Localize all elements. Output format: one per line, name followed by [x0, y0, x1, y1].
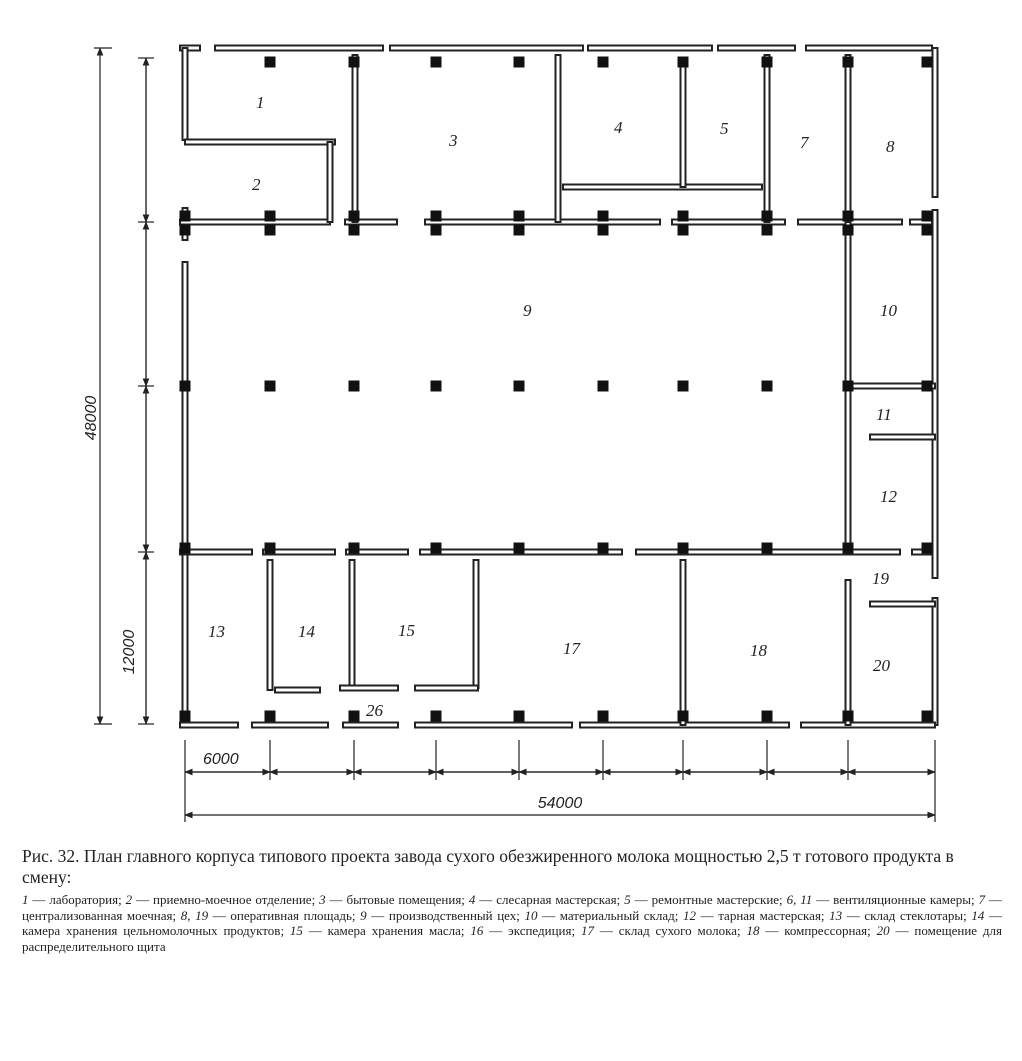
legend-number: 4: [468, 892, 476, 907]
column: [431, 543, 442, 554]
column: [762, 711, 773, 722]
column: [678, 211, 689, 222]
column: [843, 225, 854, 236]
wall: [180, 723, 238, 728]
wall: [870, 435, 935, 440]
column: [922, 225, 933, 236]
column: [678, 381, 689, 392]
wall: [806, 46, 932, 51]
legend-number: 3: [319, 892, 326, 907]
legend-number: 7: [978, 892, 985, 907]
room-labels: [208, 93, 898, 720]
column: [514, 711, 525, 722]
column: [922, 211, 933, 222]
column: [598, 57, 609, 68]
dimension-lines: [94, 48, 935, 822]
column: [598, 211, 609, 222]
column: [598, 381, 609, 392]
legend-number: 16: [470, 923, 484, 938]
dim-label-48000: 48000: [83, 395, 100, 441]
wall: [268, 560, 273, 690]
legend-text: склад сухого молока: [618, 923, 737, 938]
column: [349, 225, 360, 236]
room-label-5: 5: [720, 119, 729, 138]
wall: [425, 220, 660, 225]
wall: [933, 598, 938, 725]
column: [349, 711, 360, 722]
column: [922, 543, 933, 554]
room-label-14: 14: [298, 622, 315, 641]
legend-text: материальный склад: [559, 907, 675, 923]
column: [180, 381, 191, 392]
wall: [215, 46, 383, 51]
column: [678, 543, 689, 554]
column: [180, 711, 191, 722]
wall: [846, 55, 851, 222]
legend-number: 1: [22, 892, 29, 907]
wall: [801, 723, 935, 728]
wall: [933, 210, 938, 578]
room-label-18: 18: [750, 641, 767, 660]
column: [431, 57, 442, 68]
wall: [180, 550, 252, 555]
legend-text: вентиляционные камеры: [833, 892, 971, 907]
wall: [765, 55, 770, 222]
wall: [275, 688, 320, 693]
legend-number: 6, 11: [786, 892, 813, 907]
legend-text: приемно-моечное отделение: [153, 892, 312, 907]
legend-text: экспедиция: [508, 923, 572, 938]
column: [265, 711, 276, 722]
legend-text: бытовые помещения: [346, 892, 462, 907]
column: [762, 211, 773, 222]
column: [431, 211, 442, 222]
room-label-2: 2: [252, 175, 261, 194]
room-label-19: 19: [872, 569, 889, 588]
dim-label-12000: 12000: [121, 629, 138, 675]
room-label-13: 13: [208, 622, 225, 641]
wall: [718, 46, 795, 51]
wall: [556, 55, 561, 222]
legend-number: 2: [125, 892, 133, 907]
wall: [681, 560, 686, 725]
wall: [180, 220, 330, 225]
legend-number: 13: [829, 907, 843, 923]
legend-number: 12: [682, 907, 696, 923]
room-label-11: 11: [876, 405, 892, 424]
legend-text: ремонтные мастерские: [651, 892, 780, 907]
column: [843, 711, 854, 722]
room-label-8: 8: [886, 137, 895, 156]
column: [265, 211, 276, 222]
wall: [588, 46, 712, 51]
room-label-20: 20: [873, 656, 890, 675]
wall: [415, 686, 478, 691]
column: [349, 381, 360, 392]
legend-number: 17: [580, 923, 594, 938]
wall: [563, 185, 762, 190]
caption-legend: 1 — лаборатория; 2 — приемно-моечное отделение; 3 — бытовые помещения; 4 — слесарная мастерская; 5 — ремонтные мастерские; 6, 11 — вентиляционные камеры; 7 — централизованная моечная; 8, 19 — оперативная площадь; 9 — производственный цех; 10 — материальный склад; 12 — тарная мастерская; 13 — склад стеклотары; 14 — камера хранения цельномолочных продуктов; 15 — камера хранения масла; 16 — экспедиция; 17 — склад сухого молока; 18 — компрессорная; 20 — помещение для распределительного щита: [22, 892, 1003, 954]
legend-text: оперативная площадь: [230, 907, 352, 923]
wall: [353, 55, 358, 222]
column: [514, 381, 525, 392]
wall: [390, 46, 583, 51]
column: [265, 225, 276, 236]
column: [762, 225, 773, 236]
wall: [415, 723, 572, 728]
legend-number: 5: [624, 892, 631, 907]
column: [762, 543, 773, 554]
legend-number: 10: [524, 907, 538, 923]
column: [431, 225, 442, 236]
column: [843, 543, 854, 554]
room-label-26: 26: [366, 701, 383, 720]
column: [514, 57, 525, 68]
wall: [870, 602, 935, 607]
legend-number: 8, 19: [180, 907, 209, 923]
room-label-15: 15: [398, 621, 415, 640]
legend-text: тарная мастерская: [718, 907, 821, 923]
dim-label-6000: 6000: [203, 751, 239, 768]
column: [180, 211, 191, 222]
legend-text: производственный цех: [388, 907, 517, 923]
wall: [252, 723, 328, 728]
column: [843, 211, 854, 222]
column: [922, 711, 933, 722]
room-label-4: 4: [614, 118, 623, 137]
legend-number: 15: [289, 923, 303, 938]
room-label-10: 10: [880, 301, 897, 320]
column: [843, 57, 854, 68]
wall: [474, 560, 479, 688]
column: [678, 225, 689, 236]
wall: [328, 142, 333, 222]
column: [265, 381, 276, 392]
column: [349, 211, 360, 222]
column: [678, 711, 689, 722]
legend-text: лаборатория: [49, 892, 119, 907]
column: [514, 225, 525, 236]
column: [843, 381, 854, 392]
walls: [180, 46, 938, 728]
column: [180, 225, 191, 236]
column: [514, 211, 525, 222]
legend-text: камера хранения цельномолочных продуктов: [22, 923, 281, 938]
column: [180, 543, 191, 554]
legend-text: помещение для распределительного щита: [22, 923, 1003, 954]
column: [598, 711, 609, 722]
wall: [350, 560, 355, 688]
column: [514, 543, 525, 554]
column: [349, 543, 360, 554]
column: [265, 57, 276, 68]
column: [598, 543, 609, 554]
legend-text: склад стеклотары: [864, 907, 964, 923]
dim-label-54000: 54000: [537, 795, 583, 812]
wall: [183, 262, 188, 725]
column: [922, 381, 933, 392]
caption-title: Рис. 32. План главного корпуса типового проекта завода сухого обезжиренного молока мощностью 2,5 т готового продукта в смену:: [22, 846, 954, 887]
column: [349, 57, 360, 68]
column: [265, 543, 276, 554]
wall: [681, 58, 686, 187]
legend-number: 14: [971, 907, 985, 923]
legend-number: 18: [746, 923, 760, 938]
room-label-9: 9: [523, 301, 532, 320]
wall: [183, 48, 188, 140]
wall: [340, 686, 398, 691]
legend-text: камера хранения масла: [327, 923, 461, 938]
wall: [343, 723, 398, 728]
column: [598, 225, 609, 236]
column: [431, 381, 442, 392]
legend-number: 9: [360, 907, 367, 923]
room-label-17: 17: [563, 639, 580, 658]
wall: [185, 140, 335, 145]
legend-text: слесарная мастерская: [496, 892, 617, 907]
column: [678, 57, 689, 68]
room-label-3: 3: [449, 131, 458, 150]
legend-text: централизованная моечная: [22, 907, 173, 923]
figure-caption: [22, 846, 1002, 954]
column: [762, 57, 773, 68]
legend-number: 20: [876, 923, 890, 938]
room-label-12: 12: [880, 487, 897, 506]
wall: [933, 48, 938, 197]
column: [922, 57, 933, 68]
wall: [846, 580, 851, 725]
legend-text: компрессорная: [784, 923, 868, 938]
room-label-1: 1: [256, 93, 265, 112]
column: [431, 711, 442, 722]
room-label-7: 7: [800, 133, 809, 152]
column: [762, 381, 773, 392]
